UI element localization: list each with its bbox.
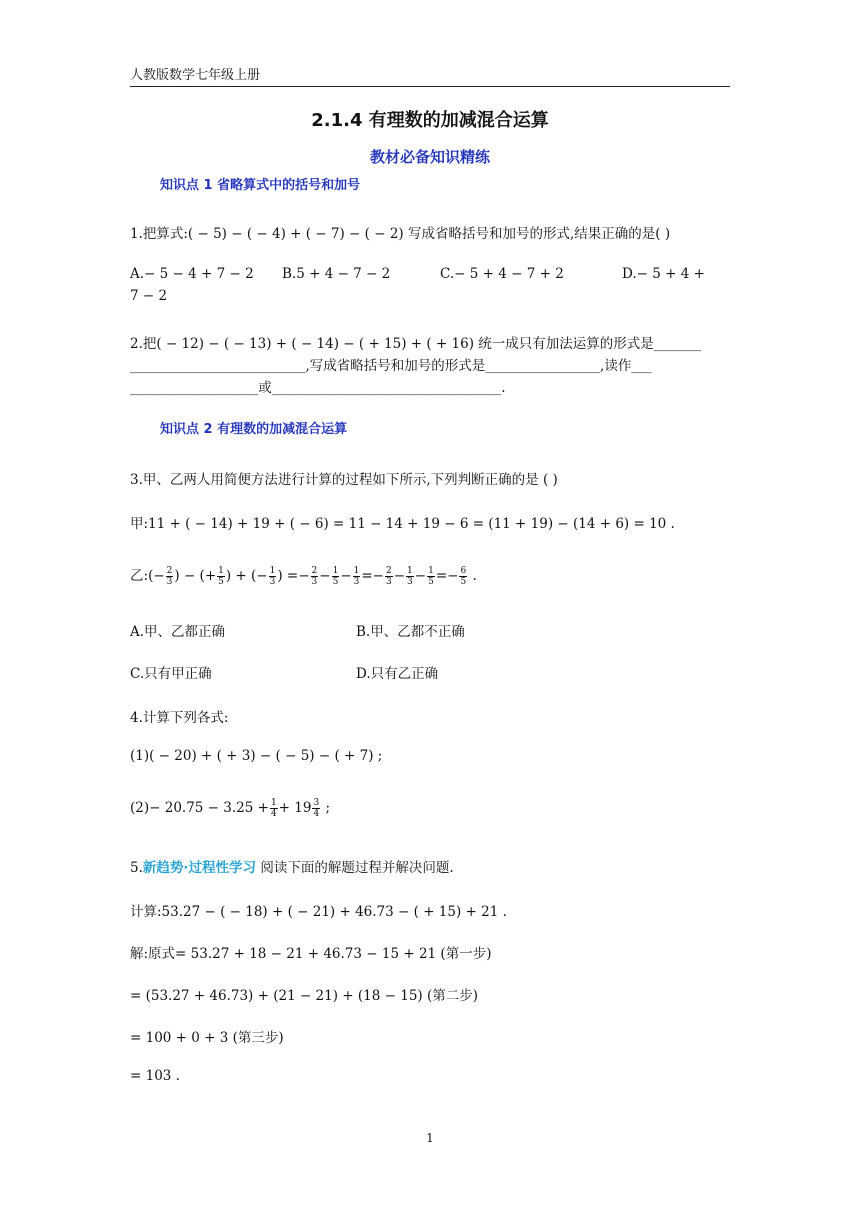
frac-den: 5	[460, 577, 467, 587]
yi-text: =−	[361, 568, 384, 584]
frac-num: 1	[332, 566, 339, 576]
fraction	[311, 566, 319, 587]
doc-header: 人教版数学七年级上册	[130, 68, 261, 83]
q1-option-c: C.− 5 + 4 − 7 + 2	[440, 266, 564, 282]
q1-option-b: B.5 + 4 − 7 − 2	[282, 266, 391, 282]
yi-text: −	[319, 568, 331, 584]
frac-den: 5	[428, 577, 434, 587]
yi-text: −	[340, 568, 352, 584]
q1-stem: 1.把算式:( − 5) − ( − 4) + ( − 7) − ( − 2) 写成省略括号和加号的形式,结果正确的是( )	[130, 226, 671, 242]
knowledge-point-2: 知识点 2 有理数的加减混合运算	[160, 422, 348, 437]
q1-option-a: A.− 5 − 4 + 7 − 2	[130, 266, 254, 282]
q5-stem-text: 阅读下面的解题过程并解决问题.	[256, 860, 454, 876]
yi-prefix: 乙:	[130, 568, 149, 584]
frac-den: 3	[166, 577, 173, 587]
page-number: 1	[426, 1131, 434, 1145]
q5-trend-tag: 新趋势·过程性学习	[142, 860, 257, 876]
q3-option-c: C.只有甲正确	[130, 666, 212, 682]
frac-num: 2	[311, 566, 318, 576]
q4-stem: 4.计算下列各式:	[130, 710, 229, 726]
frac-den: 5	[218, 577, 224, 587]
frac-den: 3	[269, 577, 276, 587]
fraction	[332, 566, 340, 587]
q5-number: 5.	[130, 860, 143, 876]
fraction	[385, 566, 393, 587]
frac-den: 3	[386, 577, 392, 587]
frac-den: 3	[311, 577, 318, 587]
frac-den: 4	[270, 809, 277, 819]
q5-step1: 解:原式= 53.27 + 18 − 21 + 46.73 − 15 + 21 (第一步)	[130, 946, 492, 962]
q3-jia-solution: 甲:11 + ( − 14) + 19 + ( − 6) = 11 − 14 + 19 − 6 = (11 + 19) − (14 + 6) = 10 .	[130, 516, 675, 532]
q5-step4: = 103 .	[130, 1068, 180, 1084]
frac-num: 1	[269, 566, 276, 576]
header-rule	[130, 86, 730, 87]
yi-text: .	[468, 568, 477, 584]
yi-text: −	[393, 568, 406, 584]
q1-option-d-cont: 7 − 2	[130, 288, 168, 304]
q2-line1: 2.把( − 12) − ( − 13) + ( − 14) − ( + 15) + ( + 16) 统一成只有加法运算的形式是_______	[130, 336, 702, 352]
yi-text: ) =−	[277, 568, 310, 584]
q5-stem	[130, 856, 454, 876]
frac-num: 1	[218, 566, 224, 576]
q2-line3: ___________________或__________________________________.	[130, 380, 506, 396]
fraction	[269, 566, 277, 587]
q5-step2: = (53.27 + 46.73) + (21 − 21) + (18 − 15) (第二步)	[130, 988, 479, 1004]
fraction	[217, 566, 225, 587]
frac-num: 6	[460, 566, 467, 576]
yi-text: ) + (−	[225, 568, 268, 584]
q1-option-d: D.− 5 + 4 +	[622, 266, 705, 282]
fraction	[312, 798, 320, 819]
q5-step3: = 100 + 0 + 3 (第三步)	[130, 1030, 284, 1046]
frac-num: 3	[313, 798, 320, 808]
frac-num: 1	[428, 566, 434, 576]
frac-num: 2	[166, 566, 173, 576]
knowledge-point-1: 知识点 1 省略算式中的括号和加号	[160, 178, 361, 193]
q4-part2-text: + 19	[278, 800, 312, 816]
q3-yi-solution	[130, 564, 477, 587]
section-subtitle: 教材必备知识精练	[369, 148, 490, 166]
frac-den: 5	[332, 577, 339, 587]
fraction	[353, 566, 361, 587]
q4-part2	[130, 798, 330, 819]
q4-part2-text: ;	[321, 800, 331, 816]
q4-part1: (1)( − 20) + ( + 3) − ( − 5) − ( + 7) ;	[130, 748, 383, 764]
q5-calc: 计算:53.27 − ( − 18) + ( − 21) + 46.73 − ( + 15) + 21 .	[130, 904, 507, 920]
fraction	[166, 566, 174, 587]
page-title: 2.1.4 有理数的加减混合运算	[311, 110, 549, 131]
yi-text: ) − (+	[174, 568, 217, 584]
frac-den: 3	[407, 577, 413, 587]
yi-text: −	[414, 568, 427, 584]
frac-num: 1	[407, 566, 413, 576]
q4-part2-text: (2)− 20.75 − 3.25 +	[130, 800, 269, 816]
frac-num: 2	[386, 566, 392, 576]
q2-line2: __________________________,写成省略括号和加号的形式是_________________,读作___	[130, 358, 652, 374]
frac-num: 1	[270, 798, 277, 808]
q3-option-d: D.只有乙正确	[356, 666, 439, 682]
fraction	[427, 566, 435, 587]
fraction	[459, 566, 467, 587]
yi-text: =−	[435, 568, 459, 584]
q3-option-b: B.甲、乙都不正确	[356, 624, 465, 640]
q3-option-a: A.甲、乙都正确	[130, 624, 226, 640]
fraction	[406, 566, 414, 587]
yi-text: (−	[148, 568, 165, 584]
q3-stem: 3.甲、乙两人用简便方法进行计算的过程如下所示,下列判断正确的是 ( )	[130, 472, 558, 488]
frac-num: 1	[353, 566, 360, 576]
frac-den: 3	[353, 577, 360, 587]
fraction	[270, 798, 278, 819]
frac-den: 4	[313, 809, 320, 819]
